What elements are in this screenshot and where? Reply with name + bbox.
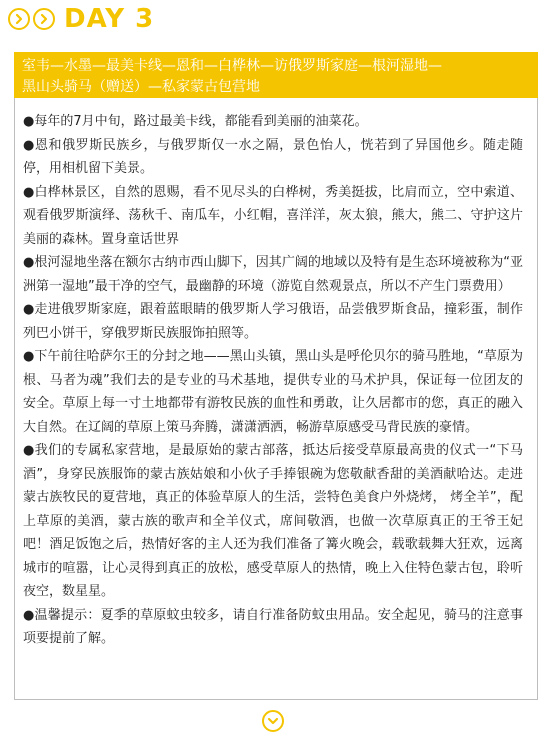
itinerary-paragraph: ●根河湿地坐落在额尔古纳市西山脚下，因其广阔的地域以及特有是生态环境被称为“亚洲第一湿地”最干净的空气，最幽静的环境（游览自然观景点，所以不产生门票费用） <box>23 255 523 294</box>
itinerary-paragraph: ●恩和俄罗斯民族乡，与俄罗斯仅一水之隔，景色怡人，恍若到了异国他乡。随走随停，用相机留下美景。 <box>23 137 523 176</box>
itinerary-paragraph: ●每年的7月中旬，路过最美卡线，都能看到美丽的油菜花。 <box>23 114 368 129</box>
itinerary-paragraph: ●白桦林景区，自然的恩赐，看不见尽头的白桦树，秀美挺拔，比肩而立，空中索道、观看俄罗斯演绎、荡秋千、南瓜车，小红帽，喜洋洋，灰太狼，熊大，熊二、守护这片美丽的森林。置身童话世界 <box>23 184 523 247</box>
route-banner: 室韦—水墨—最美卡线—恩和—白桦林—访俄罗斯家庭—根河湿地— 黑山头骑马（赠送）—私家蒙古包营地 <box>14 52 538 98</box>
scroll-down-button[interactable] <box>262 710 284 732</box>
day-header <box>8 4 154 34</box>
tips-paragraph: ●温馨提示：夏季的草原蚊虫较多，请自行准备防蚊虫用品。安全起见，骑马的注意事项要提前了解。 <box>23 607 523 646</box>
chevron-down-icon <box>262 710 284 732</box>
chevron-right-icon <box>33 8 55 30</box>
itinerary-content <box>14 98 538 700</box>
itinerary-paragraph: ●我们的专属私家营地，是最原始的蒙古部落，抵达后接受草原最高贵的仪式一“下马酒”，身穿民族服饰的蒙古族姑娘和小伙子手捧银碗为您敬献香甜的美酒献哈达。走进蒙古族牧民的夏营地，真正的体验草原人的生活，尝特色美食户外烧烤， 烤全羊”，配上草原的美酒，蒙古族的歌声和全羊仪式，席间敬酒，也做一次草原真正的王爷王妃吧！酒足饭饱之后，热情好客的主人还为我们准备了篝火晚会，载歌载舞大狂欢，远离城市的喧嚣，让心灵得到真正的放松，感受草原人的热情，晚上入住特色蒙古包，聆听夜空，数星星。 <box>23 443 523 599</box>
itinerary-paragraph: ●下午前往哈萨尔王的分封之地——黑山头镇，黑山头是呼伦贝尔的骑马胜地，“草原为根、马者为魂”我们去的是专业的马术基地，提供专业的马术护具，保证每一位团友的安全。草原上每一寸土地都带有游牧民族的血性和勇敢，让久居都市的您，真正的融入大自然。在辽阔的草原上策马奔腾，潇潇洒洒，畅游草原感受马背民族的豪情。 <box>23 349 523 435</box>
chevron-right-icon <box>8 8 30 30</box>
itinerary-paragraph: ●走进俄罗斯家庭，跟着蓝眼睛的俄罗斯人学习俄语，品尝俄罗斯食品，撞彩蛋，制作列巴小饼干，穿俄罗斯民族服饰拍照等。 <box>23 302 523 341</box>
day-title: DAY 3 <box>64 4 155 34</box>
